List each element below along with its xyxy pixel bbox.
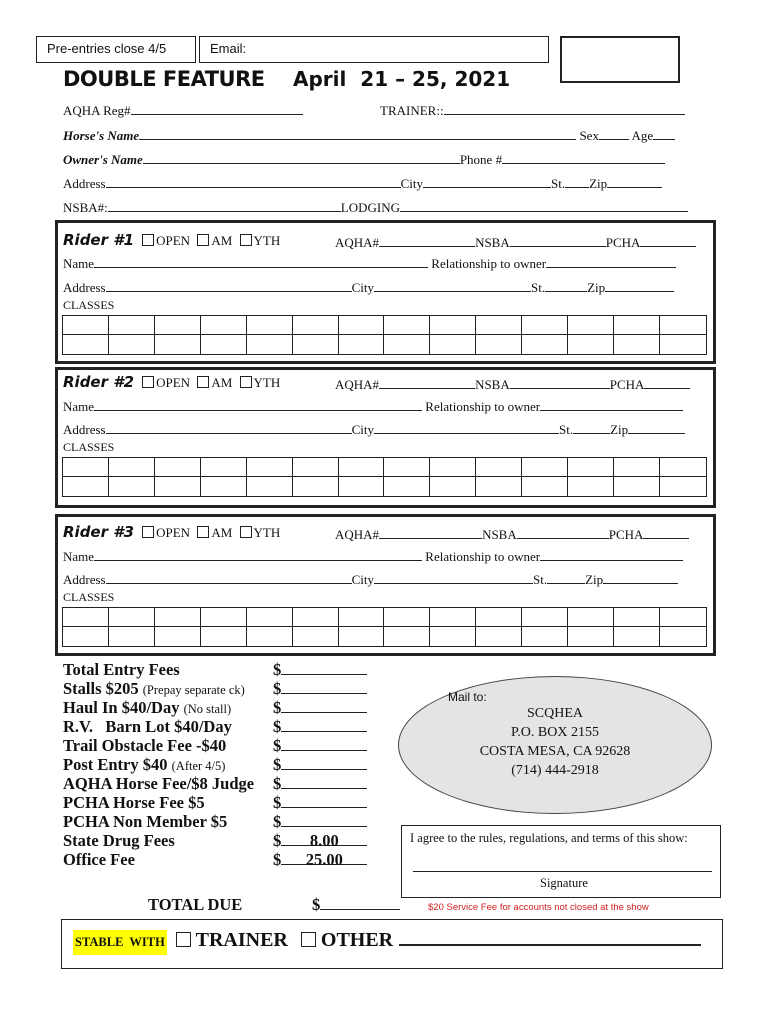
total-due-input[interactable] [320, 895, 400, 910]
city-input[interactable] [423, 175, 551, 188]
sex-input[interactable] [599, 127, 629, 140]
lodging-input[interactable] [400, 199, 688, 212]
rider-2-ids: AQHA# NSBA PCHA [335, 376, 690, 393]
zip-input[interactable] [607, 175, 662, 188]
amount-total-entry: $ [273, 660, 367, 680]
stable-options [176, 929, 701, 952]
rider-3-title: Rider #3 [63, 523, 135, 541]
fee-total-entry: Total Entry Fees [63, 660, 180, 679]
amount-pcha-non-member-input[interactable] [281, 812, 367, 827]
address-input[interactable] [106, 175, 401, 188]
fee-trail: Trail Obstacle Fee -$40 [63, 736, 227, 755]
rider-2-zip-input[interactable] [628, 421, 685, 434]
show-dates: April 21 – 25, 2021 [293, 67, 511, 91]
amount-state-drug-value: 8.00 [281, 831, 367, 846]
rider-3-ids: AQHA# NSBA PCHA [335, 526, 689, 543]
rider-1-relationship-input[interactable] [546, 255, 676, 268]
agreement-text: I agree to the rules, regulations, and terms of this show: [410, 831, 688, 845]
amount-state-drug: $ 8.00 [273, 831, 367, 851]
amount-stalls: $ [273, 679, 367, 699]
rider-2-am-checkbox[interactable] [197, 376, 209, 388]
preentries-label: Pre-entries close 4/5 [47, 41, 167, 56]
rider-3-zip-input[interactable] [603, 571, 678, 584]
phone-input[interactable] [502, 151, 665, 164]
nsba-row: NSBA#: LODGING [63, 199, 688, 216]
page-title: DOUBLE FEATURE [63, 67, 265, 91]
rider-2-state-input[interactable] [573, 421, 610, 434]
rider-1-ids: AQHA# NSBA PCHA [335, 234, 696, 251]
fee-aqha-horse: AQHA Horse Fee/$8 Judge [63, 774, 255, 793]
rider-2-name-input[interactable] [94, 398, 422, 411]
rider-1-am-checkbox[interactable] [197, 234, 209, 246]
other-input[interactable] [399, 929, 701, 946]
rider-1-open-checkbox[interactable] [142, 234, 154, 246]
rider-3-open-checkbox[interactable] [142, 526, 154, 538]
email-label: Email: [210, 41, 247, 56]
trainer-checkbox[interactable] [176, 932, 191, 947]
owner-name-input[interactable] [143, 151, 460, 164]
fee-office: Office Fee [63, 850, 135, 869]
state-input[interactable] [565, 175, 589, 188]
rider-3-address-input[interactable] [106, 571, 352, 584]
mail-city: COSTA MESA, CA 92628 [479, 744, 631, 759]
amount-pcha-horse-input[interactable] [281, 793, 367, 808]
mail-phone: (714) 444-2918 [511, 763, 599, 778]
rider-3-aqha-input[interactable] [379, 526, 482, 539]
rider-1-classes-grid[interactable] [62, 315, 707, 355]
fee-haul-in: Haul In $40/Day (No stall) [63, 698, 232, 717]
amount-haul-in: $ [273, 698, 367, 718]
trainer-row: TRAINER:: [380, 102, 685, 119]
fee-state-drug: State Drug Fees [63, 831, 175, 850]
rider-3-state-input[interactable] [547, 571, 585, 584]
fee-pcha-horse: PCHA Horse Fee $5 [63, 793, 205, 812]
email-field[interactable] [199, 36, 549, 63]
signature-label: Signature [540, 876, 588, 890]
fee-stalls: Stalls $205 (Prepay separate ck) [63, 679, 245, 698]
rider-1-name-input[interactable] [94, 255, 428, 268]
service-fee-note: $20 Service Fee for accounts not closed at the show [428, 902, 649, 913]
rider-3-pcha-input[interactable] [643, 526, 689, 539]
amount-trail-input[interactable] [281, 736, 367, 751]
amount-haul-in-input[interactable] [281, 698, 367, 713]
rider-2-relationship-input[interactable] [540, 398, 683, 411]
rider-3-city-input[interactable] [374, 571, 533, 584]
amount-trail: $ [273, 736, 367, 756]
stable-with-label: STABLE WITH [73, 930, 167, 955]
rider-1-zip-input[interactable] [605, 279, 674, 292]
office-use-box [560, 36, 680, 83]
other-checkbox[interactable] [301, 932, 316, 947]
rider-3-name-row: Name Relationship to owner [63, 548, 683, 565]
amount-stalls-input[interactable] [281, 679, 367, 694]
amount-post-entry-input[interactable] [281, 755, 367, 770]
horse-name-input[interactable] [139, 127, 576, 140]
amount-rv-input[interactable] [281, 717, 367, 732]
fee-pcha-non-member: PCHA Non Member $5 [63, 812, 228, 831]
rider-3-header: Rider #3 OPEN AM YTH [63, 523, 281, 541]
aqha-reg-row: AQHA Reg# [63, 102, 303, 119]
address-row: Address City St. Zip [63, 175, 662, 192]
owner-row: Owner's Name Phone # [63, 151, 665, 168]
amount-rv: $ [273, 717, 367, 737]
rider-1-address-row: Address City St. Zip [63, 279, 674, 296]
rider-3-yth-checkbox[interactable] [240, 526, 252, 538]
trainer-input[interactable] [444, 102, 685, 115]
rider-1-classes-label: CLASSES [63, 298, 115, 312]
rider-2-city-input[interactable] [374, 421, 559, 434]
signature-line[interactable] [413, 871, 712, 872]
rider-3-classes-grid[interactable] [62, 607, 707, 647]
rider-2-aqha-input[interactable] [379, 376, 475, 389]
amount-office-value: 25.00 [281, 850, 367, 865]
total-due-amount: $ [312, 895, 400, 915]
rider-1-title: Rider #1 [63, 231, 135, 249]
rider-1-city-input[interactable] [374, 279, 531, 292]
mail-org: SCQHEA [526, 706, 583, 721]
total-due-label: TOTAL DUE [148, 895, 243, 914]
nsba-input[interactable] [108, 199, 341, 212]
rider-1-name-row: Name Relationship to owner [63, 255, 676, 272]
rider-2-header: Rider #2 OPEN AM YTH [63, 373, 281, 391]
rider-1-state-input[interactable] [545, 279, 587, 292]
rider-1-aqha-input[interactable] [379, 234, 475, 247]
rider-3-classes-label: CLASSES [63, 590, 115, 604]
rider-3-relationship-input[interactable] [540, 548, 683, 561]
rider-2-address-row: Address City St. Zip [63, 421, 685, 438]
rider-2-open-checkbox[interactable] [142, 376, 154, 388]
rider-1-yth-checkbox[interactable] [240, 234, 252, 246]
rider-1-nsba-input[interactable] [510, 234, 606, 247]
amount-pcha-non-member: $ [273, 812, 367, 832]
rider-3-address-row: Address City St. Zip [63, 571, 678, 588]
mail-box: P.O. BOX 2155 [511, 725, 599, 740]
rider-2-nsba-input[interactable] [510, 376, 610, 389]
fee-post-entry: Post Entry $40 (After 4/5) [63, 755, 226, 774]
mail-address [398, 704, 712, 780]
rider-2-classes-label: CLASSES [63, 440, 115, 454]
amount-aqha-horse-input[interactable] [281, 774, 367, 789]
rider-2-classes-grid[interactable] [62, 457, 707, 497]
rider-2-yth-checkbox[interactable] [240, 376, 252, 388]
aqha-reg-input[interactable] [131, 102, 303, 115]
amount-pcha-horse: $ [273, 793, 367, 813]
rider-1-header: Rider #1 OPEN AM YTH [63, 231, 281, 249]
rider-3-am-checkbox[interactable] [197, 526, 209, 538]
trainer-option: TRAINER [195, 929, 288, 951]
age-input[interactable] [653, 127, 675, 140]
rider-2-name-row: Name Relationship to owner [63, 398, 683, 415]
rider-3-name-input[interactable] [94, 548, 422, 561]
mail-to-label: Mail to: [448, 690, 487, 704]
horse-name-row: Horse's Name Sex Age [63, 127, 675, 144]
amount-total-entry-input[interactable] [281, 660, 367, 675]
amount-aqha-horse: $ [273, 774, 367, 794]
other-option: OTHER [320, 929, 394, 951]
amount-post-entry: $ [273, 755, 367, 775]
rider-2-title: Rider #2 [63, 373, 135, 391]
amount-office: $ 25.00 [273, 850, 367, 870]
rider-2-pcha-input[interactable] [644, 376, 690, 389]
rider-3-nsba-input[interactable] [517, 526, 609, 539]
fee-rv: R.V. Barn Lot $40/Day [63, 717, 232, 736]
rider-2-address-input[interactable] [106, 421, 352, 434]
rider-1-address-input[interactable] [106, 279, 352, 292]
rider-1-pcha-input[interactable] [640, 234, 696, 247]
